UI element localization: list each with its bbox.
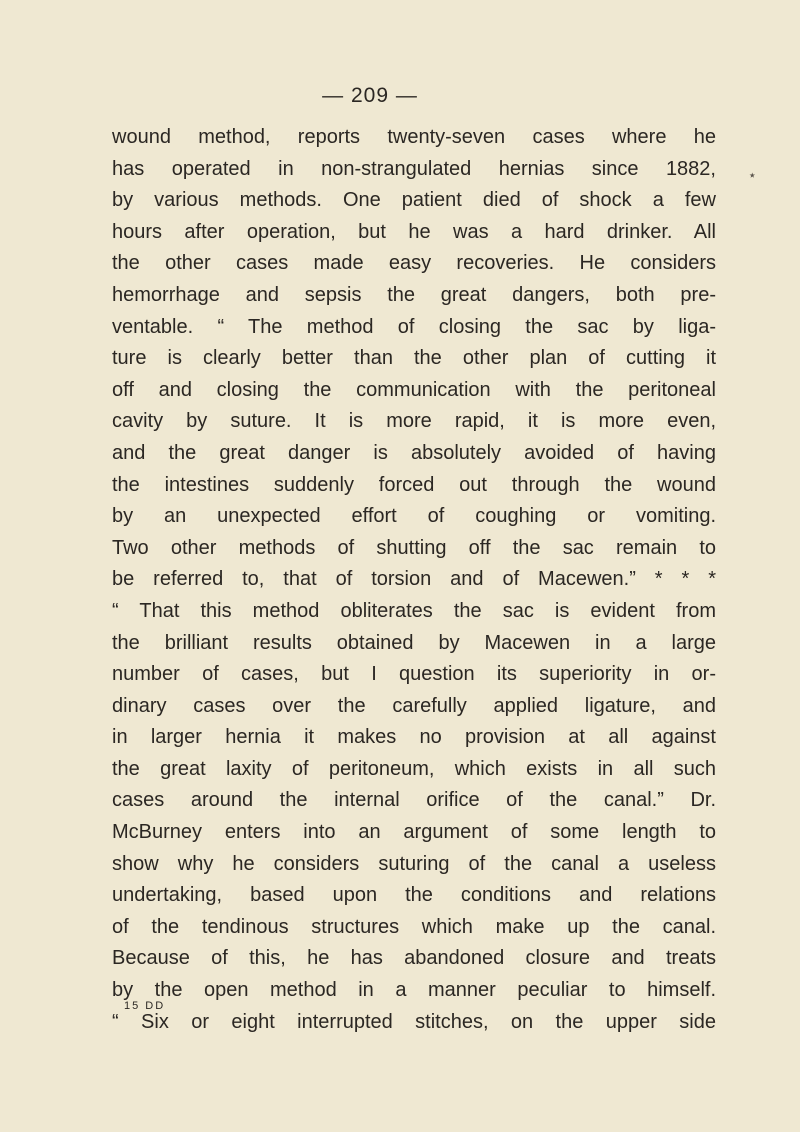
text-line: by the open method in a manner peculiar to himself. [112,979,716,1002]
text-line: cases around the internal orifice of the canal.” Dr. [112,789,716,812]
text-line: ture is clearly better than the other plan of cutting it [112,347,716,370]
text-line: the intestines suddenly forced out through the wound [112,473,716,496]
text-line: the other cases made easy recoveries. He considers [112,252,716,275]
text-line: and the great danger is absolutely avoided of having [112,441,716,464]
text-line: cavity by suture. It is more rapid, it is more even, [112,410,716,433]
page-number: — 209 — [322,84,418,107]
text-line: has operated in non-strangulated hernias since 1882, [112,157,716,180]
text-line: of the tendinous structures which make up the canal. [112,915,716,938]
text-line: the brilliant results obtained by Macewen in a large [112,631,716,654]
text-line: dinary cases over the carefully applied ligature, and [112,694,716,717]
text-line: by an unexpected effort of coughing or vomiting. [112,505,716,528]
text-line: hemorrhage and sepsis the great dangers, both pre- [112,283,716,306]
text-line: Two other methods of shutting off the sac remain to [112,536,716,559]
text-line: wound method, reports twenty-seven cases where he [112,126,716,148]
text-line: by various methods. One patient died of shock a few [112,189,716,212]
text-line: McBurney enters into an argument of some length to [112,821,716,844]
text-line: “ Six or eight interrupted stitches, on the upper side [112,1010,716,1033]
text-line: Because of this, he has abandoned closure and treats [112,947,716,970]
text-line: “ That this method obliterates the sac is evident from [112,599,716,622]
text-line: show why he considers suturing of the canal a useless [112,852,716,875]
text-line: number of cases, but I question its superiority in or- [112,663,716,686]
text-line: undertaking, based upon the conditions and relations [112,884,716,907]
text-line: ventable. “ The method of closing the sac by liga- [112,315,716,338]
text-line: the great laxity of peritoneum, which exists in all such [112,757,716,780]
text-line: off and closing the communication with the peritoneal [112,378,716,401]
text-line: in larger hernia it makes no provision at all against [112,726,716,749]
text-line: be referred to, that of torsion and of Macewen.” * * * [112,568,716,591]
text-line: hours after operation, but he was a hard drinker. All [112,220,716,243]
body-text [112,122,716,1038]
signature-mark: 15 DD [124,1000,166,1012]
margin-mark: ٭ [749,168,756,182]
